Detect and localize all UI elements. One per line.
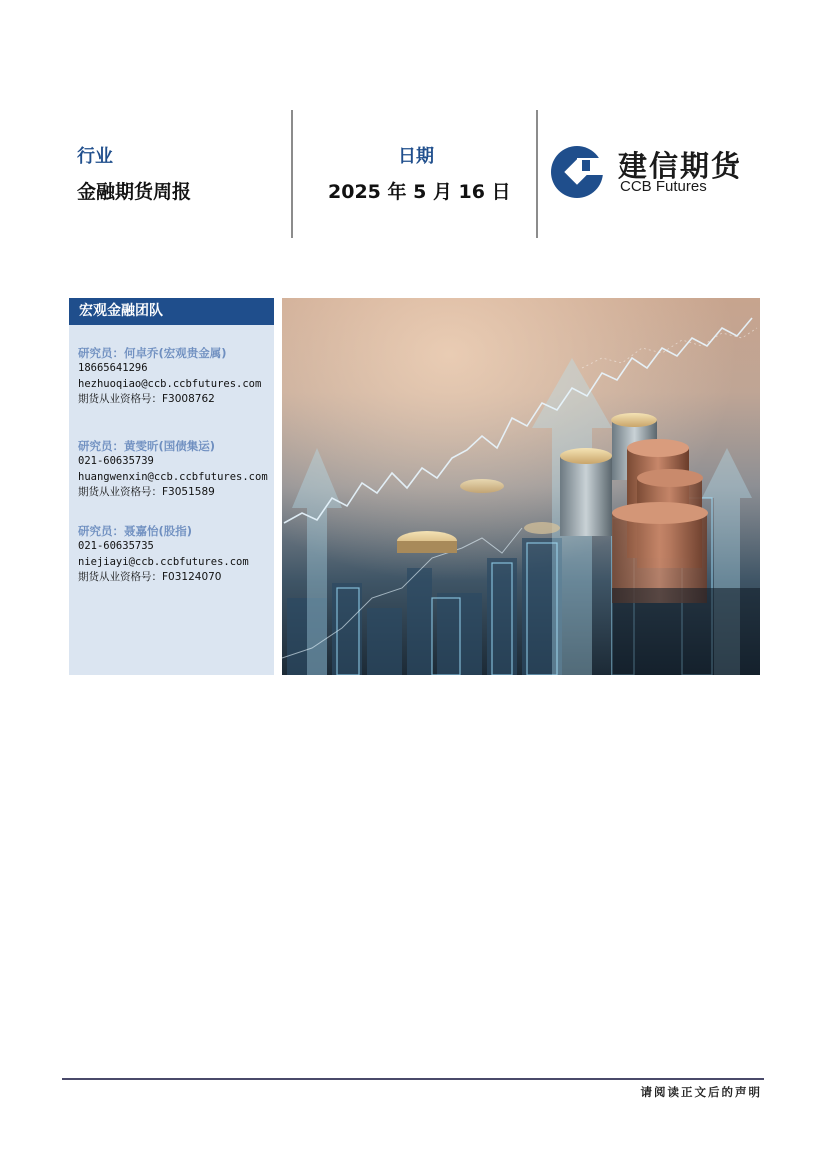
header-divider-left [291, 110, 293, 238]
researcher-phone: 021-60635735 [78, 540, 154, 552]
researcher-name: 研究员：黄雯昕(国债集运) [78, 439, 216, 453]
researcher-license: 期货从业资格号：F03124070 [78, 571, 222, 583]
researcher-name: 研究员：聂嘉怡(股指) [78, 524, 193, 538]
footer-divider [62, 1078, 764, 1080]
researcher-phone: 18665641296 [78, 362, 148, 374]
researcher-email: niejiayi@ccb.ccbfutures.com [78, 555, 249, 568]
researcher-3 [78, 523, 249, 586]
researcher-phone: 021-60635739 [78, 455, 154, 467]
researcher-license: 期货从业资格号：F3008762 [78, 393, 215, 405]
researcher-2 [78, 438, 268, 501]
team-info-box [69, 298, 274, 675]
researcher-1 [78, 345, 261, 408]
team-title: 宏观金融团队 [69, 298, 274, 325]
industry-label: 行业 [77, 146, 113, 167]
date-value: 2025 年 5 月 16 日 [328, 181, 511, 203]
logo-name-en: CCB Futures [620, 178, 707, 195]
researcher-name: 研究员：何卓乔(宏观贵金属) [78, 346, 227, 360]
header-divider-right [536, 110, 538, 238]
ccb-logo-icon [550, 145, 604, 199]
footer-disclaimer: 请阅读正文后的声明 [640, 1085, 762, 1099]
researcher-email: hezhuoqiao@ccb.ccbfutures.com [78, 377, 262, 390]
industry-value: 金融期货周报 [77, 181, 192, 203]
hero-finance-image [282, 298, 760, 675]
researcher-license: 期货从业资格号：F3051589 [78, 486, 215, 498]
logo-name-cn: 建信期货 [618, 149, 743, 183]
date-label: 日期 [398, 146, 434, 167]
researcher-email: huangwenxin@ccb.ccbfutures.com [78, 470, 268, 483]
